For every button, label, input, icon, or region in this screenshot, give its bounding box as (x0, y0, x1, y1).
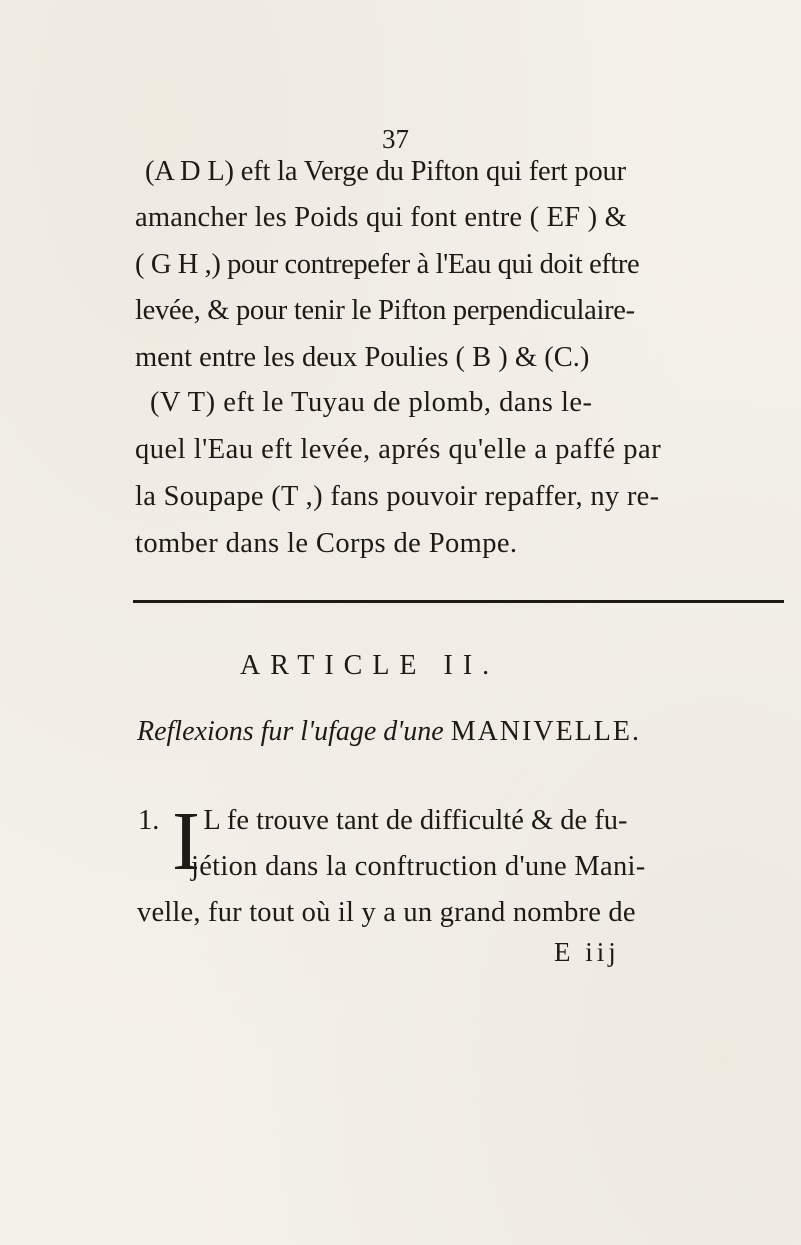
article-heading: ARTICLE II. (240, 650, 500, 681)
paragraph-line-2: jétion dans la conftruction d'une Mani- (191, 851, 646, 882)
paragraph-number: 1. (138, 805, 160, 836)
text-line-2: amancher les Poids qui font entre ( EF ) & (135, 202, 627, 233)
text-line-1: (A D L) eft la Verge du Pifton qui fert pour (145, 156, 626, 187)
paragraph-line-1 (138, 803, 628, 839)
article-subtitle (137, 715, 641, 749)
paragraph-line-3: velle, fur tout où il y a un grand nombre de (137, 897, 636, 928)
page-number: 37 (382, 124, 409, 154)
subtitle-caps: MANIVELLE. (450, 716, 641, 747)
text-line-3: ( G H ,) pour contrepefer à l'Eau qui doit eftre (135, 249, 640, 280)
section-divider (133, 600, 784, 603)
drop-cap: I (172, 795, 200, 888)
text-line-9: tomber dans le Corps de Pompe. (135, 528, 518, 559)
text-line-7: quel l'Eau eft levée, aprés qu'elle a paffé par (135, 434, 662, 465)
paragraph-line-1-text: L fe trouve tant de difficulté & de fu- (203, 805, 628, 836)
text-line-8: la Soupape (T ,) fans pouvoir repaffer, ny re- (135, 481, 660, 512)
text-line-5: ment entre les deux Poulies ( B ) & (C.) (135, 342, 590, 373)
signature-mark: E iij (554, 937, 620, 967)
text-line-6: (V T) eft le Tuyau de plomb, dans le- (150, 387, 593, 418)
subtitle-italic: Reflexions fur l'ufage d'une (137, 716, 444, 747)
text-line-4: levée, & pour tenir le Pifton perpendiculaire- (135, 295, 635, 326)
